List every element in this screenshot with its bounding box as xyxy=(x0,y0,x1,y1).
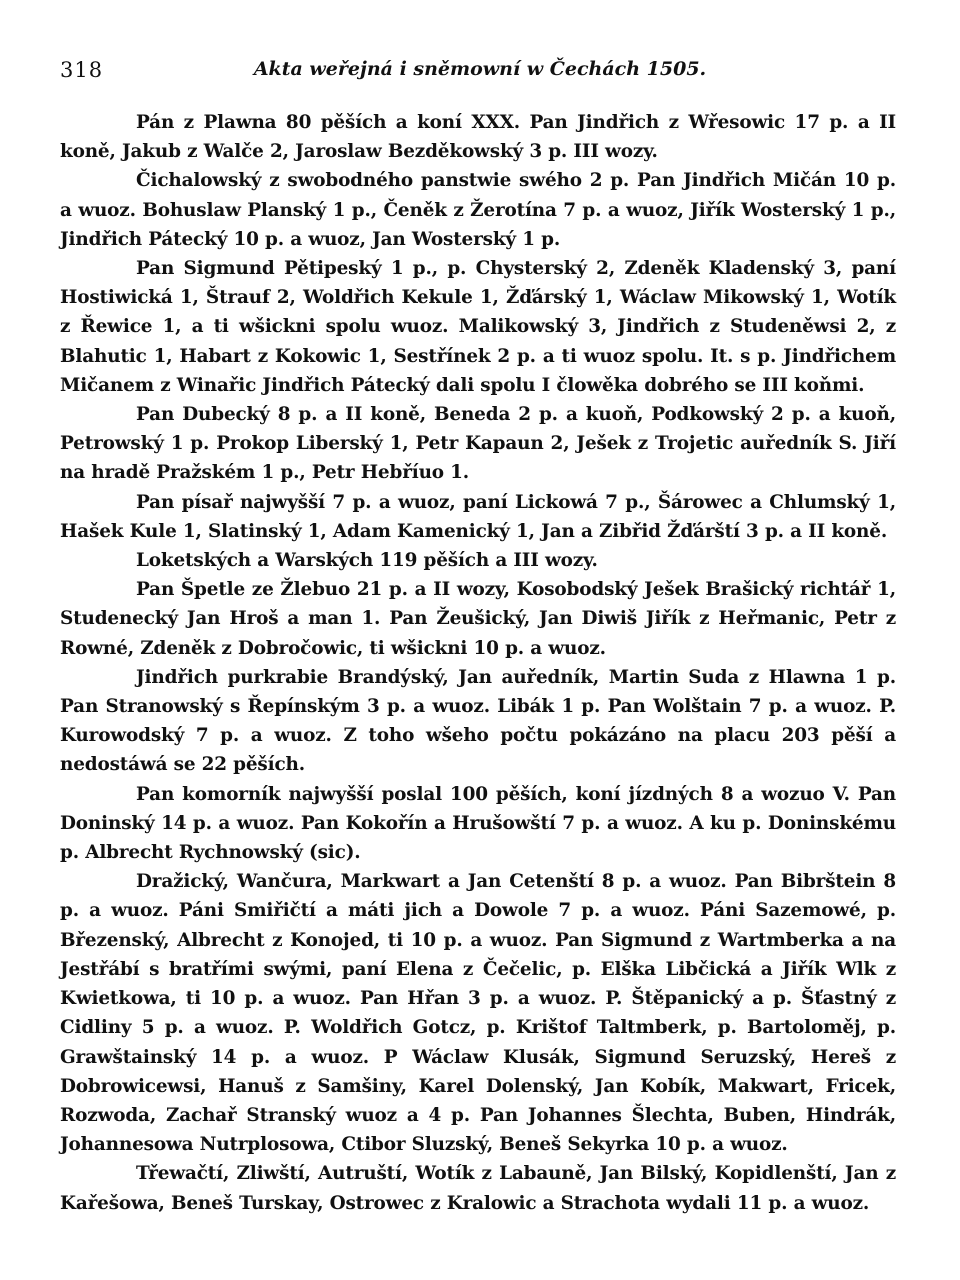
paragraph: Pan písař najwyšší 7 p. a wuoz, paní Lickowá 7 p., Šárowec a Chlumský 1, Hašek Kule 1, Slatinský 1, Adam Kamenický 1, Jan a Zibřid Žďárští 3 p. a II koně. xyxy=(60,491,896,542)
paragraph: Loketských a Warských 119 pěších a III wozy. xyxy=(136,550,598,572)
paragraph: Pán z Plawna 80 pěších a koní XXX. Pan Jindřich z Wřesowic 17 p. a II koně, Jakub z Walče 2, Jaroslaw Bezděkowský 3 p. III wozy. xyxy=(60,112,896,163)
running-title: Akta weřejná i sněmowní w Čechách 1505. xyxy=(253,58,707,80)
paragraph: Jindřich purkrabie Brandýský, Jan auředník, Martin Suda z Hlawna 1 p. Pan Stranowský s Řepínským 3 p. a wuoz. Libák 1 p. Pan Wolštain 7 p. a wuoz. P. Kurowodský 7 p. a wuoz. Z toho wšeho počtu pokázáno na placu 203 pěší a nedostáwá se 22 pěších. xyxy=(60,666,896,776)
paragraph: Čichalowský z swobodného panstwie swého 2 p. Pan Jindřich Mičán 10 p. a wuoz. Bohuslaw Planský 1 p., Čeněk z Žerotína 7 p. a wuoz, Jiřík Wosterský 1 p., Jindřich Pátecký 10 p. a wuoz, Jan Wosterský 1 p. xyxy=(60,170,896,250)
paragraph: Třewačtí, Zliwští, Autruští, Wotík z Labauně, Jan Bilský, Kopidlenští, Jan z Kařešowa, Beneš Turskay, Ostrowec z Kralowic a Strachota wydali 11 p. a wuoz. xyxy=(60,1163,896,1214)
page-body xyxy=(60,108,896,1218)
paragraph: Pan Špetle ze Žlebuo 21 p. a II wozy, Kosobodský Ješek Brašický richtář 1, Studenecký Jan Hroš a man 1. Pan Žeušický, Jan Diwiš Jiřík z Heřmanic, Petr z Rowné, Zdeněk z Dobročowic, ti wšickni 10 p. a wuoz. xyxy=(60,579,896,659)
paragraph: Pan Dubecký 8 p. a II koně, Beneda 2 p. a kuoň, Podkowský 2 p. a kuoň, Petrowský 1 p. Prokop Liberský 1, Petr Kapaun 2, Ješek z Trojetic auředník S. Jiří na hradě Pražském 1 p., Petr Hebříuo 1. xyxy=(60,404,896,484)
paragraph: Pan komorník najwyšší poslal 100 pěších, koní jízdných 8 a wozuo V. Pan Doninský 14 p. a wuoz. Pan Kokořín a Hrušowští 7 p. a wuoz. A ku p. Doninskému p. Albrecht Rychnowský (sic). xyxy=(60,783,896,864)
paragraph: Dražický, Wančura, Markwart a Jan Cetenští 8 p. a wuoz. Pan Bibrštein 8 p. a wuoz. Páni Smiřičtí a máti jich a Dowole 7 p. a wuoz. Páni Sazemowé, p. Březenský, Albrecht z Konojed, ti 10 p. a wuoz. Pan Sigmund z Wartmberka a na Jestřábí s bratřími swými, paní Elena z Čečelic, p. Elška Libčická a Jiřík Wlk z Kwietkowa, ti 10 p. a wuoz. Pan Hřan 3 p. a wuoz. P. Štěpanický a p. Šťastný z Cidliny 5 p. a wuoz. P. Woldřich Gotcz, p. Krištof Taltmberk, p. Bartoloměj, p. Grawštainský 14 p. a wuoz. P Wáclaw Klusák, Sigmund Seruzský, Hereš z Dobrowicewsi, Hanuš z Samšiny, Karel Dolenský, Jan Kobík, Makwart, Fricek, Rozwoda, Zachař Stranský wuoz a 4 p. Pan Johannes Šlechta, Buben, Hindrák, Johannesowa Nutrplosowa, Ctibor Sluzský, Beneš Sekyrka 10 p. a wuoz. xyxy=(60,871,896,1156)
page-number: 318 xyxy=(60,58,104,82)
page-header xyxy=(60,58,900,92)
paragraph: Pan Sigmund Pětipeský 1 p., p. Chysterský 2, Zdeněk Kladenský 3, paní Hostiwická 1, Štrauf 2, Woldřich Kekule 1, Žďárský 1, Wáclaw Mikowský 1, Wotík z Řewice 1, a ti wšickni spolu wuoz. Malikowský 3, Jindřich z Studeněwsi 2, z Blahutic 1, Habart z Kokowic 1, Sestřínek 2 p. a ti wuoz spolu. It. s p. Jindřichem Mičanem z Winařic Jindřich Pátecký dali spolu I člowěka dobrého se III koňmi. xyxy=(60,258,896,396)
